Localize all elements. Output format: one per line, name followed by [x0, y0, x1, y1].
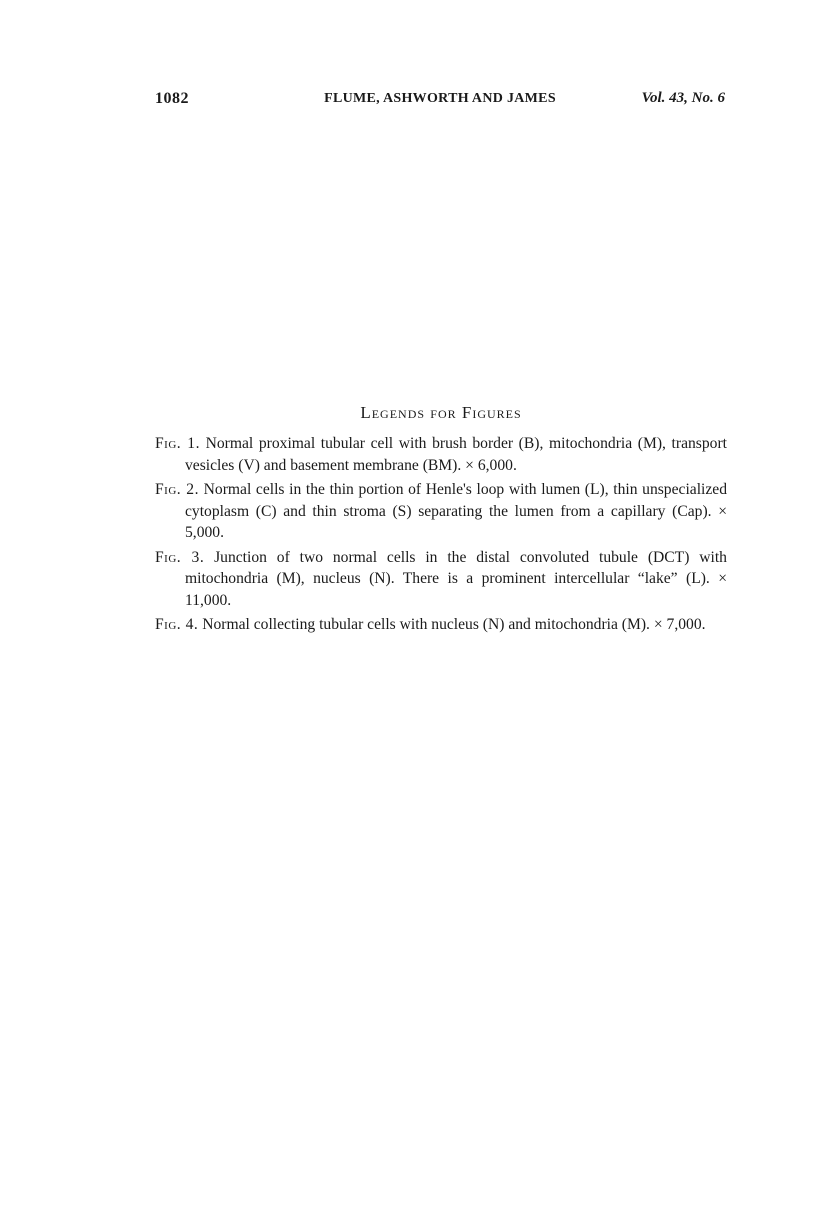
figure-caption: Junction of two normal cells in the distal convoluted tubule (DCT) with mitochondria (M), nucleus (N). There is a prominent intercellular “lake” (L). × 11,000. — [185, 548, 727, 609]
figure-label: Fig. 4. — [155, 616, 199, 633]
figure-legend-3 — [155, 547, 727, 612]
figure-legend-1 — [155, 433, 727, 476]
page-header — [155, 90, 725, 114]
figure-legends-section — [155, 403, 727, 639]
figure-caption: Normal cells in the thin portion of Henle's loop with lumen (L), thin unspecialized cytoplasm (C) and thin stroma (S) separating the lumen from a capillary (Cap). × 5,000. — [185, 481, 728, 541]
figure-label: Fig. 1. — [155, 435, 200, 452]
legends-title: Legends for Figures — [360, 403, 522, 422]
figure-legend-4 — [155, 614, 727, 636]
page-number: 1082 — [155, 90, 189, 107]
figure-legend-2 — [155, 479, 727, 544]
figure-caption: Normal collecting tubular cells with nucleus (N) and mitochondria (M). × 7,000. — [202, 616, 706, 633]
volume-issue: Vol. 43, No. 6 — [641, 90, 725, 106]
figure-caption: Normal proximal tubular cell with brush border (B), mitochondria (M), transport vesicles (V) and basement membrane (BM). × 6,000. — [185, 435, 727, 474]
figure-label: Fig. 3. — [155, 548, 205, 566]
figure-label: Fig. 2. — [155, 481, 200, 498]
running-head-authors: FLUME, ASHWORTH AND JAMES — [324, 91, 556, 106]
